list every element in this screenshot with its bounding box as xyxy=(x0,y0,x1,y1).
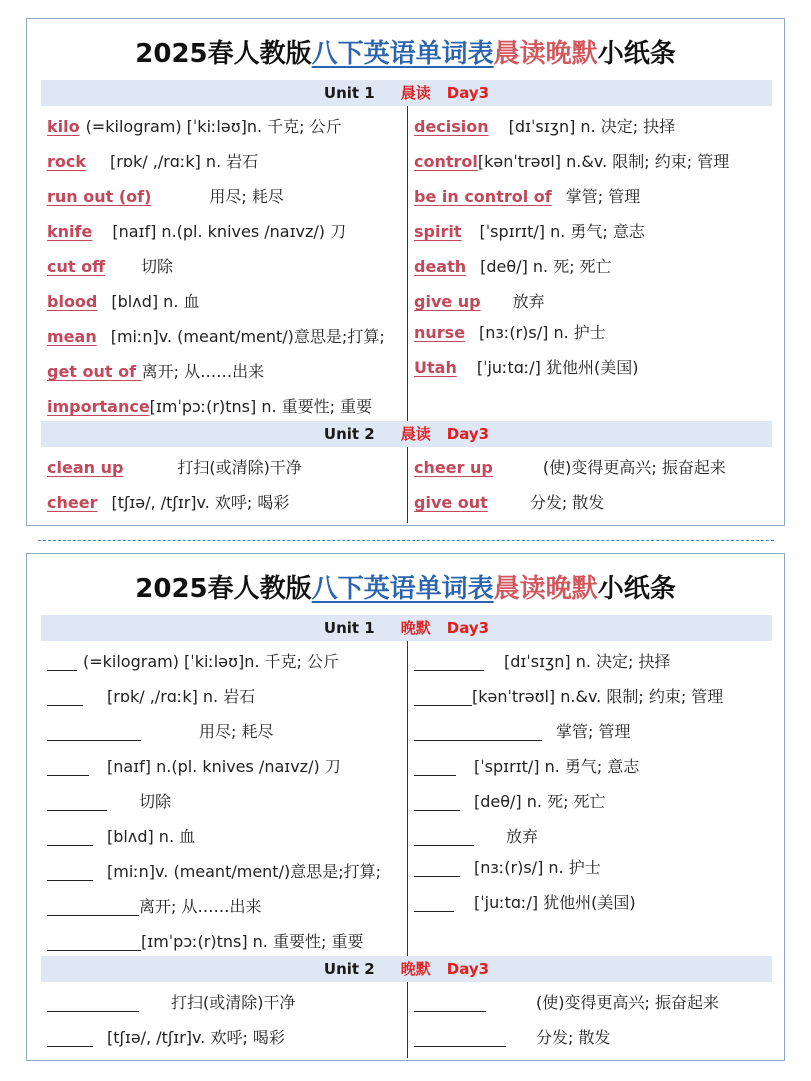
dictation-row: [ɪmˈpɔː(r)tns] n. 重要性; 重要 xyxy=(47,930,363,954)
vocab-row: clean up 打扫(或清除)干净 xyxy=(47,458,302,477)
vocab-row: death [deθ/] n. 死; 死亡 xyxy=(414,257,612,276)
answer-blank[interactable] xyxy=(47,862,93,881)
answer-blank[interactable] xyxy=(47,722,141,741)
morning-reading-card xyxy=(26,18,785,526)
vocab-row: control[kənˈtrəʊl] n.&v. 限制; 约束; 管理 xyxy=(414,152,730,171)
dictation-row: 分发; 散发 xyxy=(414,1026,610,1050)
vocab-row: Utah [ˈjuːtɑː/] 犹他州(美国) xyxy=(414,358,639,377)
vocab-row: cut off 切除 xyxy=(47,257,174,276)
vocab-row: rock [rɒk/ ,/rɑːk] n. 岩石 xyxy=(47,152,259,171)
answer-blank[interactable] xyxy=(414,757,456,776)
card-title: 2025春人教版八下英语单词表晨读晚默小纸条 xyxy=(135,39,676,69)
answer-blank[interactable] xyxy=(47,1028,93,1047)
answer-blank[interactable] xyxy=(47,792,107,811)
vocab-row: spirit [ˈspɪrɪt/] n. 勇气; 意志 xyxy=(414,222,645,241)
vocab-row: cheer up (使)变得更高兴; 振奋起来 xyxy=(414,458,726,477)
dictation-row: [rɒk/ ,/rɑːk] n. 岩石 xyxy=(47,685,255,709)
column-divider xyxy=(407,982,408,1058)
dictation-row: 用尽; 耗尽 xyxy=(47,720,273,744)
vocab-row: kilo (=kilogram) [ˈkiːləʊ]n. 千克; 公斤 xyxy=(47,117,342,136)
answer-blank[interactable] xyxy=(47,757,89,776)
answer-blank[interactable] xyxy=(414,687,472,706)
vocab-row: mean [miːn]v. (meant/ment/)意思是;打算; xyxy=(47,327,385,346)
vocab-row: cheer [tʃɪə/, /tʃɪr]v. 欢呼; 喝彩 xyxy=(47,493,290,512)
dictation-row: (使)变得更高兴; 振奋起来 xyxy=(414,991,719,1015)
dictation-row: [miːn]v. (meant/ment/)意思是;打算; xyxy=(47,860,381,884)
answer-blank[interactable] xyxy=(414,827,474,846)
dictation-row: [deθ/] n. 死; 死亡 xyxy=(414,790,606,814)
unit2-header-bar: Unit 2 晚默 Day3 xyxy=(41,956,772,982)
answer-blank[interactable] xyxy=(47,932,141,951)
card-title: 2025春人教版八下英语单词表晨读晚默小纸条 xyxy=(135,574,676,604)
vocab-row: give out 分发; 散发 xyxy=(414,493,605,512)
vocab-row: blood [blʌd] n. 血 xyxy=(47,292,200,311)
vocab-row: get out of 离开; 从……出来 xyxy=(47,362,265,381)
answer-blank[interactable] xyxy=(414,652,484,671)
dictation-row: 打扫(或清除)干净 xyxy=(47,991,296,1015)
dictation-row: [nɜː(r)s/] n. 护士 xyxy=(414,856,601,880)
answer-blank[interactable] xyxy=(47,652,77,671)
answer-blank[interactable] xyxy=(47,827,93,846)
answer-blank[interactable] xyxy=(414,858,460,877)
unit1-header-bar: Unit 1 晚默 Day3 xyxy=(41,615,772,641)
dictation-row: [dɪˈsɪʒn] n. 决定; 抉择 xyxy=(414,650,671,674)
dictation-row: (=kilogram) [ˈkiːləʊ]n. 千克; 公斤 xyxy=(47,650,339,674)
dictation-row: 切除 xyxy=(47,790,171,814)
evening-dictation-card xyxy=(26,553,785,1061)
answer-blank[interactable] xyxy=(414,993,486,1012)
unit2-header-bar: Unit 2 晨读 Day3 xyxy=(41,421,772,447)
answer-blank[interactable] xyxy=(414,893,454,912)
answer-blank[interactable] xyxy=(414,722,542,741)
vocab-row: importance[ɪmˈpɔː(r)tns] n. 重要性; 重要 xyxy=(47,397,373,416)
dictation-row: [ˈspɪrɪt/] n. 勇气; 意志 xyxy=(414,755,639,779)
dictation-row: [tʃɪə/, /tʃɪr]v. 欢呼; 喝彩 xyxy=(47,1026,285,1050)
answer-blank[interactable] xyxy=(47,897,139,916)
dictation-row: [naɪf] n.(pl. knives /naɪvz/) 刀 xyxy=(47,755,341,779)
answer-blank[interactable] xyxy=(414,792,460,811)
cut-line-divider xyxy=(38,540,774,541)
dictation-row: 离开; 从……出来 xyxy=(47,895,261,919)
vocab-row: knife [naɪf] n.(pl. knives /naɪvz/) 刀 xyxy=(47,222,347,241)
answer-blank[interactable] xyxy=(47,687,83,706)
vocab-row: decision [dɪˈsɪʒn] n. 决定; 抉择 xyxy=(414,117,676,136)
dictation-row: [blʌd] n. 血 xyxy=(47,825,195,849)
column-divider xyxy=(407,641,408,956)
dictation-row: 放弃 xyxy=(414,825,538,849)
answer-blank[interactable] xyxy=(47,993,139,1012)
column-divider xyxy=(407,447,408,523)
dictation-row: 掌管; 管理 xyxy=(414,720,630,744)
vocab-row: nurse [nɜː(r)s/] n. 护士 xyxy=(414,323,606,342)
dictation-row: [kənˈtrəʊl] n.&v. 限制; 约束; 管理 xyxy=(414,685,723,709)
column-divider xyxy=(407,106,408,421)
vocab-row: give up 放弃 xyxy=(414,292,545,311)
vocab-row: run out (of) 用尽; 耗尽 xyxy=(47,187,284,206)
unit1-header-bar: Unit 1 晨读 Day3 xyxy=(41,80,772,106)
vocab-row: be in control of 掌管; 管理 xyxy=(414,187,641,206)
answer-blank[interactable] xyxy=(414,1028,506,1047)
dictation-row: [ˈjuːtɑː/] 犹他州(美国) xyxy=(414,891,636,915)
